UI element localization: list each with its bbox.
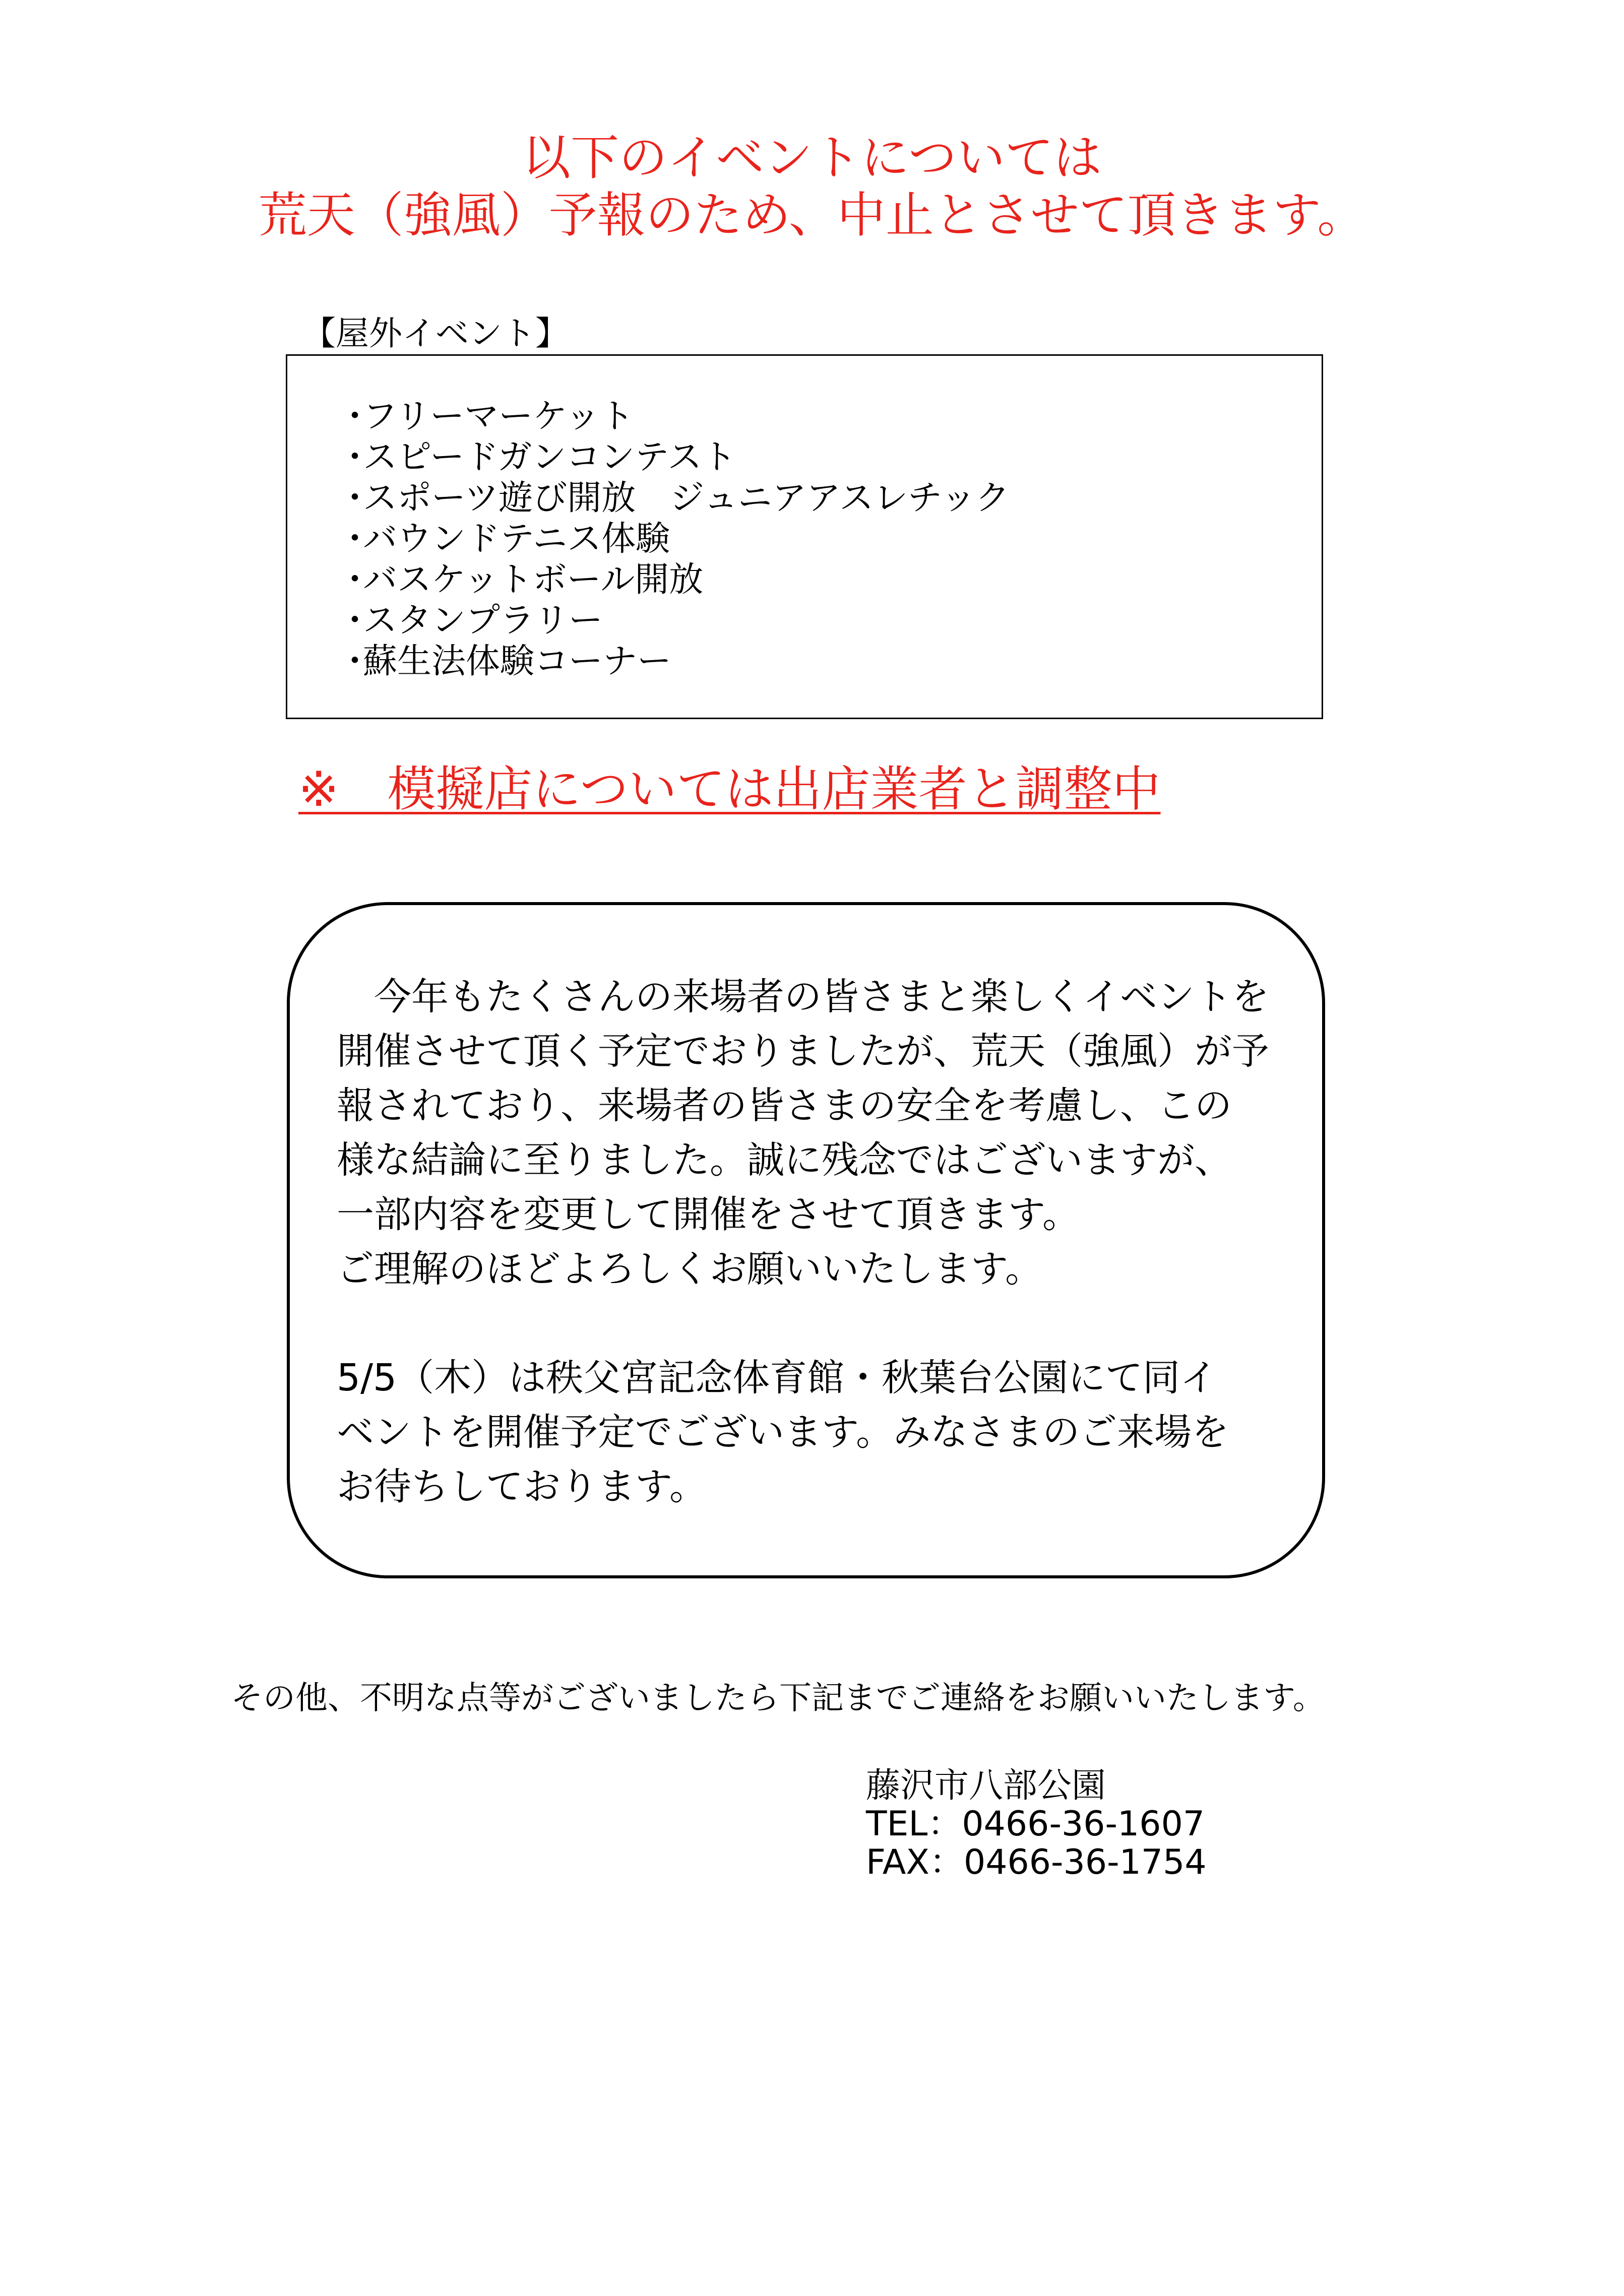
list-item — [338, 478, 1010, 519]
section-label-outdoor-events: 【屋外イベント】 — [302, 314, 569, 353]
cancelled-events-box — [286, 354, 1323, 719]
event-name: フリーマーケット — [363, 397, 634, 436]
event-name: 蘇生法体験コーナー — [363, 642, 672, 681]
bullet-icon: ・ — [338, 478, 372, 518]
headline-line-2: 荒天（強風）予報のため、中止とさせて頂きます。 — [258, 187, 1366, 243]
message-line: 一部内容を変更して開催をさせて頂きます。 — [337, 1193, 1080, 1236]
list-item — [338, 641, 1010, 682]
message-line: 報されており、来場者の皆さまの安全を考慮し、この — [337, 1084, 1232, 1127]
message-line: ご理解のほどよろしくお願いいたします。 — [337, 1247, 1043, 1291]
event-name: スポーツ遊び開放 ジュニアアスレチック — [363, 478, 1010, 518]
event-name: バスケットボール開放 — [363, 560, 704, 600]
contact-fax: FAX：0466-36-1754 — [866, 1842, 1207, 1882]
bullet-icon: ・ — [338, 437, 372, 477]
event-name: バウンドテニス体験 — [363, 519, 670, 559]
headline-line-1: 以下のイベントについては — [522, 130, 1102, 186]
bullet-icon: ・ — [338, 560, 372, 600]
bullet-icon: ・ — [338, 642, 372, 681]
list-item — [338, 519, 1010, 559]
bullet-icon: ・ — [338, 397, 372, 436]
event-name: スピードガンコンテスト — [363, 437, 736, 477]
message-line: 開催させて頂く予定でおりましたが、荒天（強風）が予 — [337, 1030, 1269, 1073]
message-line: 様な結論に至りました。誠に残念ではございますが、 — [337, 1138, 1232, 1182]
list-item — [338, 559, 1010, 600]
list-item — [338, 396, 1010, 437]
contact-organization: 藤沢市八部公園 — [866, 1766, 1106, 1806]
contact-intro: その他、不明な点等がございましたら下記までご連絡をお願いいたします。 — [231, 1680, 1325, 1717]
list-item — [338, 437, 1010, 478]
message-line: お待ちしております。 — [337, 1465, 707, 1508]
contact-tel: TEL：0466-36-1607 — [866, 1804, 1205, 1844]
cancelled-events-list — [338, 396, 1010, 682]
message-line: 今年もたくさんの来場者の皆さまと楽しくイベントを — [337, 975, 1269, 1018]
bullet-icon: ・ — [338, 519, 372, 559]
food-stall-note: ※ 模擬店については出店業者と調整中 — [298, 761, 1161, 817]
message-line: 5/5（木）は秩父宮記念体育館・秋葉台公園にて同イ — [337, 1356, 1218, 1399]
event-name: スタンプラリー — [363, 601, 603, 641]
list-item — [338, 600, 1010, 641]
message-line: ベントを開催予定でございます。みなさまのご来場を — [337, 1411, 1229, 1454]
bullet-icon: ・ — [338, 601, 372, 641]
